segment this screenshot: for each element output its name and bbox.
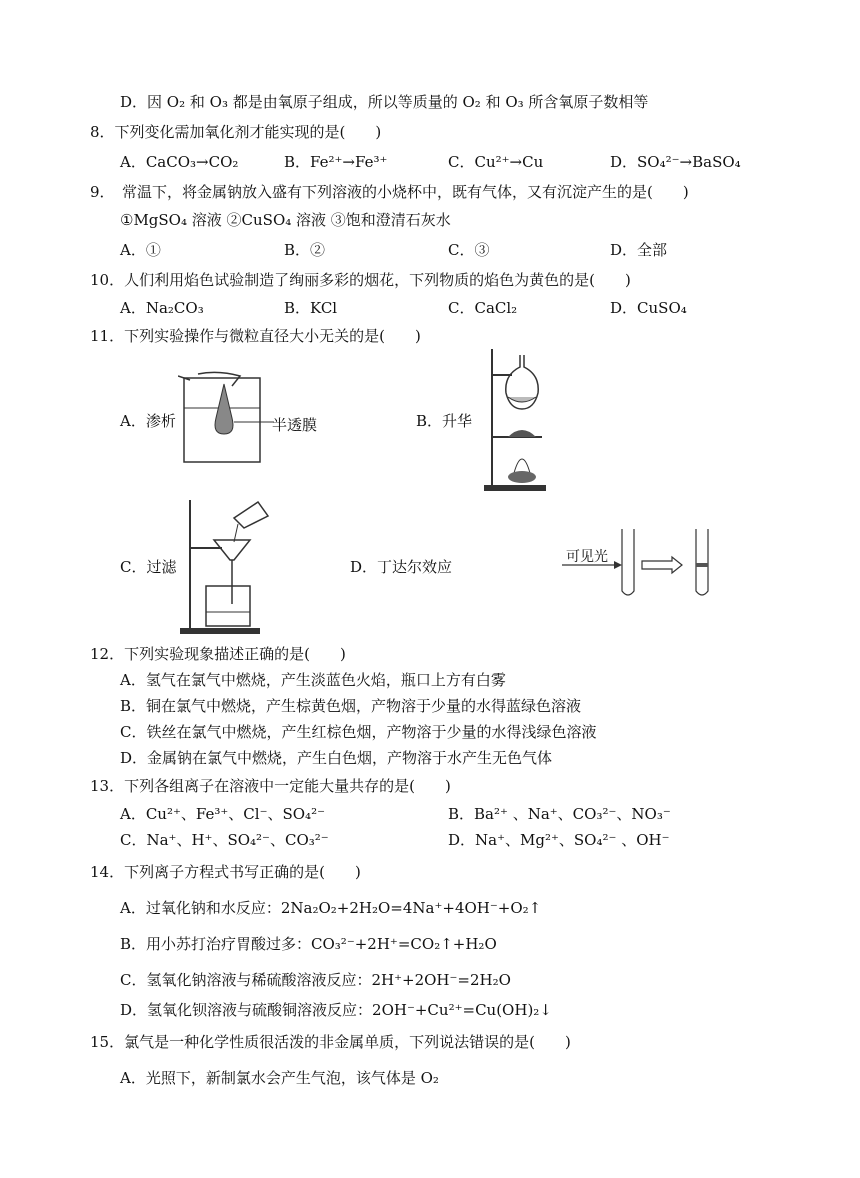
q14-option-a: A．过氧化钠和水反应：2Na₂O₂+2H₂O=4Na⁺+4OH⁻+O₂↑ [120,899,542,917]
q13-option-b: B．Ba²⁺ 、Na⁺、CO₃²⁻、NO₃⁻ [448,805,671,823]
q14-stem: 14．下列离子方程式书写正确的是( ) [90,863,361,881]
q9-option-c: C．③ [448,241,490,259]
q12-option-a: A．氢气在氯气中燃烧，产生淡蓝色火焰，瓶口上方有白雾 [120,671,506,689]
q10-option-d: D．CuSO₄ [610,299,687,317]
q10-stem: 10．人们利用焰色试验制造了绚丽多彩的烟花，下列物质的焰色为黄色的是( ) [90,271,631,289]
q10-option-c: C．CaCl₂ [448,299,518,317]
q9-option-d: D．全部 [610,241,668,259]
q9-option-a: A．① [120,241,161,259]
q14-option-c: C．氢氧化钠溶液与稀硫酸溶液反应：2H⁺+2OH⁻=2H₂O [120,971,511,989]
q10-option-a: A．Na₂CO₃ [120,299,204,317]
q12-stem: 12．下列实验现象描述正确的是( ) [90,645,346,663]
q12-option-d: D．金属钠在氯气中燃烧，产生白色烟，产物溶于水产生无色气体 [120,749,553,767]
q13-option-c: C．Na⁺、H⁺、SO₄²⁻、CO₃²⁻ [120,831,329,849]
q12-option-c: C．铁丝在氯气中燃烧，产生红棕色烟，产物溶于少量的水得浅绿色溶液 [120,723,597,741]
q8-option-a: A．CaCO₃→CO₂ [120,153,239,171]
sublimation-figure [482,345,548,493]
q12-option-b: B．铜在氯气中燃烧，产生棕黄色烟，产物溶于少量的水得蓝绿色溶液 [120,697,582,715]
q9-items: ①MgSO₄ 溶液 ②CuSO₄ 溶液 ③饱和澄清石灰水 [120,211,451,229]
q13-option-d: D．Na⁺、Mg²⁺、SO₄²⁻ 、OH⁻ [448,831,670,849]
visible-light-label: 可见光 [566,549,608,565]
q13-option-a: A．Cu²⁺、Fe³⁺、Cl⁻、SO₄²⁻ [120,805,326,823]
membrane-label: 半透膜 [272,416,318,434]
q7-option-d: D．因 O₂ 和 O₃ 都是由氧原子组成，所以等质量的 O₂ 和 O₃ 所含氧原子数相等 [120,93,649,111]
q14-option-b: B．用小苏打治疗胃酸过多：CO₃²⁻+2H⁺=CO₂↑+H₂O [120,935,497,953]
q11-option-a: A．渗析 [120,412,176,430]
q8-stem: 8．下列变化需加氧化剂才能实现的是( ) [90,123,382,141]
q8-option-d: D．SO₄²⁻→BaSO₄ [610,153,741,171]
q11-option-d: D．丁达尔效应 [350,558,453,576]
q14-option-d: D．氢氧化钡溶液与硫酸铜溶液反应：2OH⁻+Cu²⁺=Cu(OH)₂↓ [120,1001,552,1019]
q11-stem: 11．下列实验操作与微粒直径大小无关的是( ) [90,327,421,345]
q9-option-b: B．② [284,241,326,259]
filtration-figure [178,494,270,636]
tyndall-figure [560,525,730,600]
q15-stem: 15．氯气是一种化学性质很活泼的非金属单质，下列说法错误的是( ) [90,1033,571,1051]
q8-option-c: C．Cu²⁺→Cu [448,153,544,171]
dialysis-figure [178,370,283,465]
q11-option-b: B．升华 [416,412,473,430]
q10-option-b: B．KCl [284,299,338,317]
q9-stem: 9． 常温下，将金属钠放入盛有下列溶液的小烧杯中，既有气体，又有沉淀产生的是( ) [90,183,689,201]
q13-stem: 13．下列各组离子在溶液中一定能大量共存的是( ) [90,777,451,795]
q8-option-b: B．Fe²⁺→Fe³⁺ [284,153,388,171]
q11-option-c: C．过滤 [120,558,177,576]
q15-option-a: A．光照下，新制氯水会产生气泡，该气体是 O₂ [120,1069,439,1087]
